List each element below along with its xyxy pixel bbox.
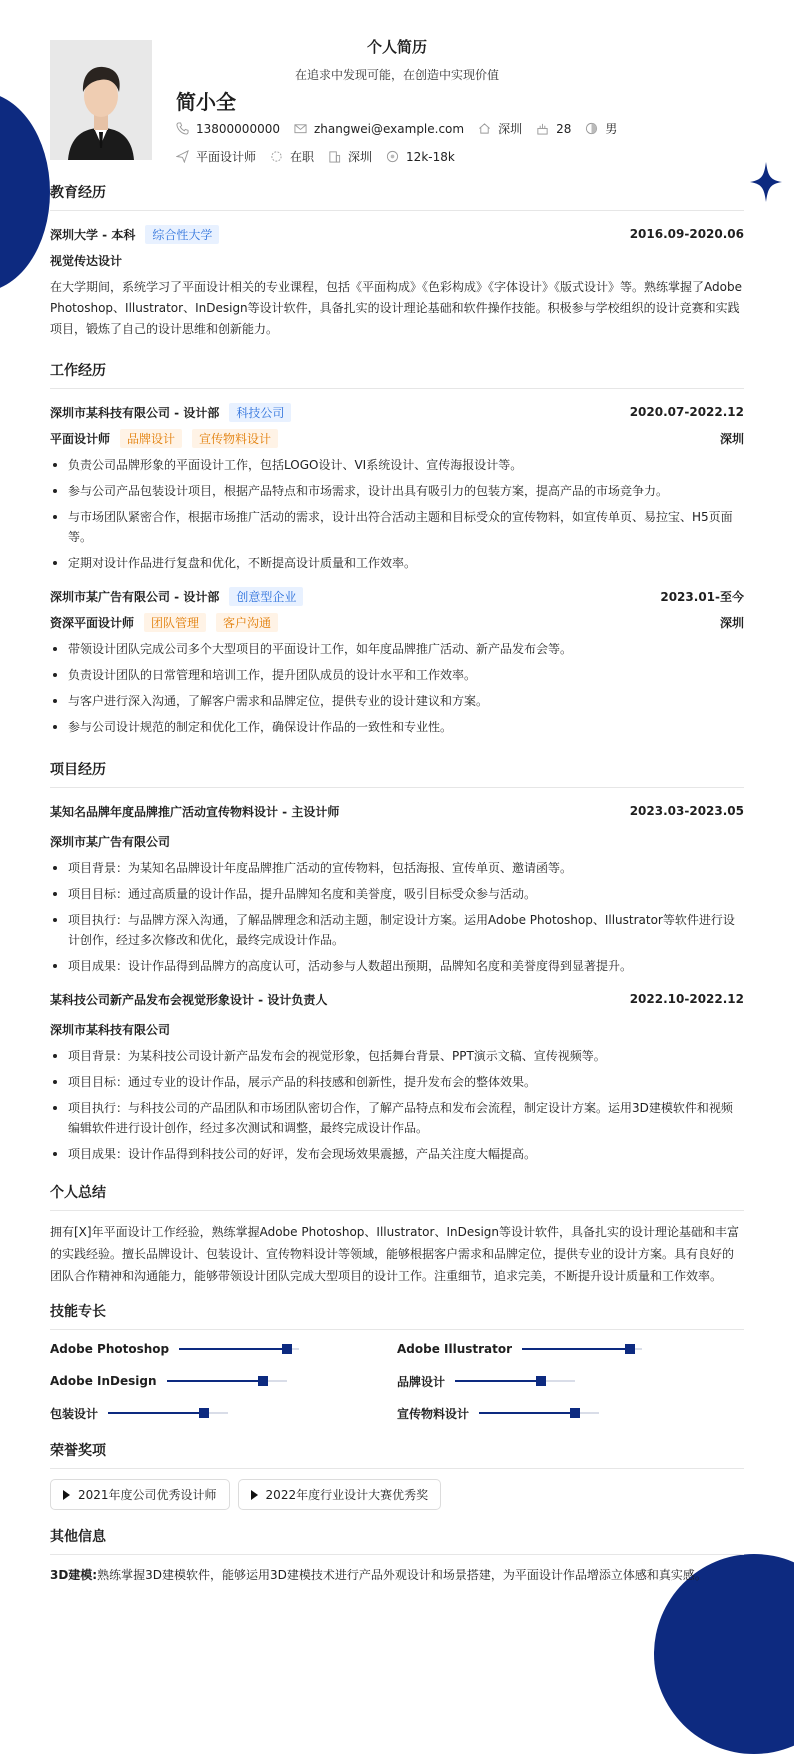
job-duties: [50, 639, 744, 737]
list-item: 项目执行：与科技公司的产品团队和市场团队密切合作，了解产品特点和发布会流程，制定设计方案。运用3D建模软件和视频编辑软件进行设计创作，经过多次测试和调整，最终完成设计作品。: [50, 1098, 744, 1138]
salary-info: [386, 150, 455, 164]
skills-section: [50, 1301, 744, 1422]
project-points: [50, 858, 744, 976]
phone-info: [176, 122, 280, 136]
list-item: 负责设计团队的日常管理和培训工作，提升团队成员的设计水平和工作效率。: [50, 665, 744, 685]
job-role-tag: 客户沟通: [216, 613, 278, 632]
age-info: [536, 122, 571, 136]
project-company-row: [50, 828, 744, 854]
skill-level-bar: [479, 1412, 599, 1414]
candidate-name: 简小全: [176, 90, 236, 114]
email-value: zhangwei@example.com: [313, 121, 465, 136]
skill-item: [397, 1404, 744, 1422]
skill-name: Adobe Photoshop: [50, 1342, 170, 1356]
skill-name: Adobe Illustrator: [397, 1342, 513, 1356]
coin-icon: [386, 150, 399, 163]
section-title-work: 工作经历: [50, 360, 744, 389]
job-company-tag: 科技公司: [229, 403, 291, 422]
skill-item: [50, 1404, 397, 1422]
list-item: 与市场团队紧密合作，根据市场推广活动的需求，设计出符合活动主题和目标受众的宣传物料，如宣传单页、易拉宝、H5页面等。: [50, 507, 744, 547]
job-role: 资深平面设计师: [50, 615, 135, 630]
job-role-tag: 宣传物料设计: [192, 429, 278, 448]
email-info: [294, 122, 464, 136]
section-title-projects: 项目经历: [50, 759, 744, 788]
list-item: 参与公司设计规范的制定和优化工作，确保设计作品的一致性和专业性。: [50, 717, 744, 737]
project-period: 2023.03-2023.05: [629, 804, 744, 818]
award-badge: [238, 1479, 442, 1510]
awards-list: [50, 1479, 744, 1510]
education-section: [50, 182, 744, 340]
project-name-row: [50, 798, 744, 824]
skill-item: [397, 1372, 744, 1390]
list-item: 负责公司品牌形象的平面设计工作，包括LOGO设计、VI系统设计、宣传海报设计等。: [50, 455, 744, 475]
list-item: 与客户进行深入沟通，了解客户需求和品牌定位，提供专业的设计建议和方案。: [50, 691, 744, 711]
job-company: 深圳市某广告有限公司 - 设计部: [50, 589, 220, 604]
send-icon: [176, 150, 189, 163]
home-icon: [478, 122, 491, 135]
list-item: 项目背景：为某知名品牌设计年度品牌推广活动的宣传物料，包括海报、宣传单页、邀请函等。: [50, 858, 744, 878]
other-text: 熟练掌握3D建模软件，能够运用3D建模技术进行产品外观设计和场景搭建，为平面设计作品增添立体感和真实感。: [97, 1568, 707, 1582]
skill-level-bar: [179, 1348, 299, 1350]
list-item: 项目执行：与品牌方深入沟通，了解品牌理念和活动主题，制定设计方案。运用Adobe Photoshop、Illustrator等软件进行设计创作，经过多次修改和优化，最终完成设计作品。: [50, 910, 744, 950]
building-icon: [328, 150, 341, 163]
project-company: 深圳市某广告有限公司: [50, 834, 171, 849]
project-period: 2022.10-2022.12: [629, 992, 744, 1006]
job-role-row: [50, 609, 744, 635]
other-label: 3D建模:: [50, 1568, 98, 1582]
summary-text: 拥有[X]年平面设计工作经验，熟练掌握Adobe Photoshop、Illustrator、InDesign等设计软件，具备扎实的设计理论基础和丰富的实践经验。擅长品牌设计、包装设计、宣传物料设计等领域，能够根据客户需求和品牌定位，提供专业的设计方案。具有良好的团队合作精神和沟通能力，能够带领设计团队完成大型项目的设计工作。注重细节，追求完美，不断提升设计质量和工作效率。: [50, 1225, 740, 1283]
other-info: [50, 1565, 744, 1585]
school-name: 深圳大学 - 本科: [50, 227, 136, 242]
award-badge: [50, 1479, 230, 1510]
projects-section: [50, 759, 744, 1164]
skill-level-bar: [167, 1380, 287, 1382]
resume-motto: 在追求中发现可能，在创造中实现价值: [294, 68, 499, 82]
section-title-summary: 个人总结: [50, 1182, 744, 1211]
play-icon: [63, 1490, 70, 1500]
email-icon: [294, 122, 307, 135]
position-info: [176, 148, 256, 165]
project-name: 某知名品牌年度品牌推广活动宣传物料设计 - 主设计师: [50, 804, 340, 819]
location-info: [478, 120, 522, 137]
job-intent-row: [176, 148, 469, 165]
profile-photo: [50, 40, 152, 160]
list-item: 项目成果：设计作品得到品牌方的高度认可，活动参与人数超出预期，品牌知名度和美誉度得到显著提升。: [50, 956, 744, 976]
list-item: 项目目标：通过专业的设计作品，展示产品的科技感和创新性，提升发布会的整体效果。: [50, 1072, 744, 1092]
summary-section: [50, 1182, 744, 1287]
job-company-row: [50, 583, 744, 609]
job-company-tag: 创意型企业: [229, 587, 303, 606]
major-name: 视觉传达设计: [50, 253, 123, 268]
skill-level-bar: [522, 1348, 642, 1350]
resume-title: 个人简历: [366, 38, 427, 56]
skill-item: [50, 1340, 397, 1358]
job-city: 深圳: [719, 431, 744, 446]
skill-name: 品牌设计: [397, 1374, 446, 1389]
status-value: 在职: [290, 150, 315, 164]
project-entry: [50, 986, 744, 1164]
skills-grid: [50, 1340, 744, 1422]
target-city-info: [328, 148, 372, 165]
section-title-other: 其他信息: [50, 1526, 744, 1555]
phone-value: 13800000000: [196, 121, 280, 136]
resume-header: [50, 0, 744, 180]
job-entry: [50, 399, 744, 573]
resume-page: [50, 0, 744, 1585]
age-value: 28: [556, 121, 572, 136]
work-section: [50, 360, 744, 737]
project-name: 某科技公司新产品发布会视觉形象设计 - 设计负责人: [50, 992, 328, 1007]
position-value: 平面设计师: [196, 150, 257, 164]
job-role: 平面设计师: [50, 431, 111, 446]
list-item: 项目成果：设计作品得到科技公司的好评，发布会现场效果震撼，产品关注度大幅提高。: [50, 1144, 744, 1164]
location-value: 深圳: [498, 122, 523, 136]
award-label: 2021年度公司优秀设计师: [78, 1488, 217, 1502]
skill-level-bar: [108, 1412, 228, 1414]
job-city: 深圳: [719, 615, 744, 630]
other-section: [50, 1526, 744, 1585]
cake-icon: [536, 122, 549, 135]
status-icon: [270, 150, 283, 163]
job-role-tag: 团队管理: [144, 613, 206, 632]
skill-item: [50, 1372, 397, 1390]
section-title-skills: 技能专长: [50, 1301, 744, 1330]
target-city-value: 深圳: [348, 150, 373, 164]
education-period: 2016.09-2020.06: [629, 227, 744, 241]
job-entry: [50, 583, 744, 737]
education-row: [50, 221, 744, 247]
skill-level-bar: [455, 1380, 575, 1382]
list-item: 定期对设计作品进行复盘和优化，不断提高设计质量和工作效率。: [50, 553, 744, 573]
gender-info: [585, 120, 617, 137]
skill-name: 宣传物料设计: [397, 1406, 470, 1421]
skill-item: [397, 1340, 744, 1358]
play-icon: [251, 1490, 258, 1500]
project-company-row: [50, 1016, 744, 1042]
job-period: 2020.07-2022.12: [629, 405, 744, 419]
awards-section: [50, 1440, 744, 1510]
section-title-awards: 荣誉奖项: [50, 1440, 744, 1469]
education-description: 在大学期间，系统学习了平面设计相关的专业课程，包括《平面构成》《色彩构成》《字体设计》《版式设计》等。熟练掌握了Adobe Photoshop、Illustrator、InDesign等设计软件，具备扎实的设计理论基础和软件操作技能。积极参与学校组织的设计竞赛和实践项目，锻炼了自己的设计思维和创新能力。: [50, 280, 742, 336]
sparkle-icon: [750, 162, 782, 202]
contact-row: [176, 120, 631, 137]
status-info: [270, 148, 314, 165]
project-company: 深圳市某科技有限公司: [50, 1022, 171, 1037]
salary-value: 12k-18k: [406, 149, 455, 164]
project-entry: [50, 798, 744, 976]
list-item: 带领设计团队完成公司多个大型项目的平面设计工作，如年度品牌推广活动、新产品发布会等。: [50, 639, 744, 659]
list-item: 项目背景：为某科技公司设计新产品发布会的视觉形象，包括舞台背景、PPT演示文稿、宣传视频等。: [50, 1046, 744, 1066]
project-name-row: [50, 986, 744, 1012]
list-item: 项目目标：通过高质量的设计作品，提升品牌知名度和美誉度，吸引目标受众参与活动。: [50, 884, 744, 904]
list-item: 参与公司产品包装设计项目，根据产品特点和市场需求，设计出具有吸引力的包装方案，提高产品的市场竞争力。: [50, 481, 744, 501]
skill-name: 包装设计: [50, 1406, 99, 1421]
job-role-row: [50, 425, 744, 451]
job-company-row: [50, 399, 744, 425]
school-tag: 综合性大学: [145, 225, 219, 244]
job-duties: [50, 455, 744, 573]
section-title-education: 教育经历: [50, 182, 744, 211]
phone-icon: [176, 122, 189, 135]
award-label: 2022年度行业设计大赛优秀奖: [265, 1488, 429, 1502]
decor-corner-top-left: [0, 92, 50, 292]
gender-value: 男: [605, 122, 618, 136]
job-company: 深圳市某科技有限公司 - 设计部: [50, 405, 220, 420]
project-points: [50, 1046, 744, 1164]
job-period: 2023.01-至今: [660, 589, 744, 604]
major-row: [50, 247, 744, 273]
gender-icon: [585, 122, 598, 135]
skill-name: Adobe InDesign: [50, 1374, 157, 1388]
job-role-tag: 品牌设计: [120, 429, 182, 448]
